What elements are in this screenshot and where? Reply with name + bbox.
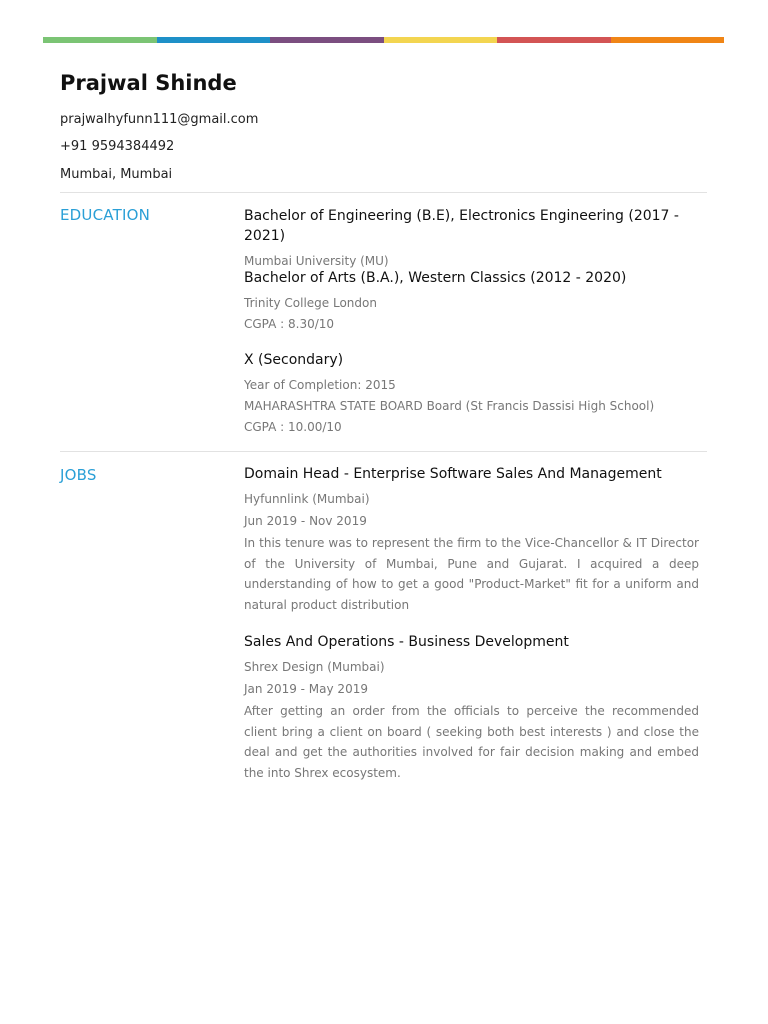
divider <box>60 192 707 193</box>
job-entry <box>244 632 699 783</box>
education-entry <box>244 268 699 332</box>
jobs-heading: JOBS <box>60 466 97 484</box>
resume-header <box>60 68 707 183</box>
institution-text: Trinity College London <box>244 296 377 310</box>
stripe-segment-green <box>43 37 157 43</box>
phone-text: +91 9594384492 <box>60 139 175 154</box>
degree-title: Bachelor of Engineering (B.E), Electronics Engineering (2017 - 2021) <box>244 208 679 244</box>
company-text: Shrex Design (Mumbai) <box>244 660 385 674</box>
job-role: Domain Head - Enterprise Software Sales And Management <box>244 466 662 482</box>
stripe-segment-orange <box>611 37 725 43</box>
candidate-name: Prajwal Shinde <box>60 71 237 95</box>
email-text[interactable]: prajwalhyfunn111@gmail.com <box>60 112 259 127</box>
job-description: After getting an order from the officials to perceive the recommended client bring a client on board ( seeking both best interests ) and close the deal and get the authorities involved for fair decision making and embed the into Shrex ecosystem. <box>244 704 699 780</box>
location-text: Mumbai, Mumbai <box>60 167 173 182</box>
job-entry <box>244 464 699 615</box>
institution-text: Mumbai University (MU) <box>244 254 389 268</box>
divider <box>60 451 707 452</box>
grade-text: CGPA : 8.30/10 <box>244 317 335 331</box>
color-stripe <box>43 37 724 43</box>
job-role: Sales And Operations - Business Development <box>244 634 569 650</box>
education-heading: EDUCATION <box>60 206 150 224</box>
stripe-segment-red <box>497 37 611 43</box>
stripe-segment-yellow <box>384 37 498 43</box>
completion-year-text: Year of Completion: 2015 <box>244 378 396 392</box>
stripe-segment-purple <box>270 37 384 43</box>
degree-title: X (Secondary) <box>244 352 344 368</box>
education-entry <box>244 206 699 269</box>
degree-title: Bachelor of Arts (B.A.), Western Classics (2012 - 2020) <box>244 270 627 286</box>
education-entry <box>244 350 699 435</box>
grade-text: CGPA : 10.00/10 <box>244 420 342 434</box>
company-text: Hyfunnlink (Mumbai) <box>244 492 370 506</box>
job-description: In this tenure was to represent the firm to the Vice-Chancellor & IT Director of the University of Mumbai, Pune and Gujarat. I acquired a deep understanding of how to get a good "Product-Market" fit for a uniform and natural product distribution <box>244 536 699 612</box>
board-text: MAHARASHTRA STATE BOARD Board (St Francis Dassisi High School) <box>244 399 655 413</box>
job-dates: Jan 2019 - May 2019 <box>244 682 368 696</box>
stripe-segment-blue <box>157 37 271 43</box>
job-dates: Jun 2019 - Nov 2019 <box>244 514 367 528</box>
